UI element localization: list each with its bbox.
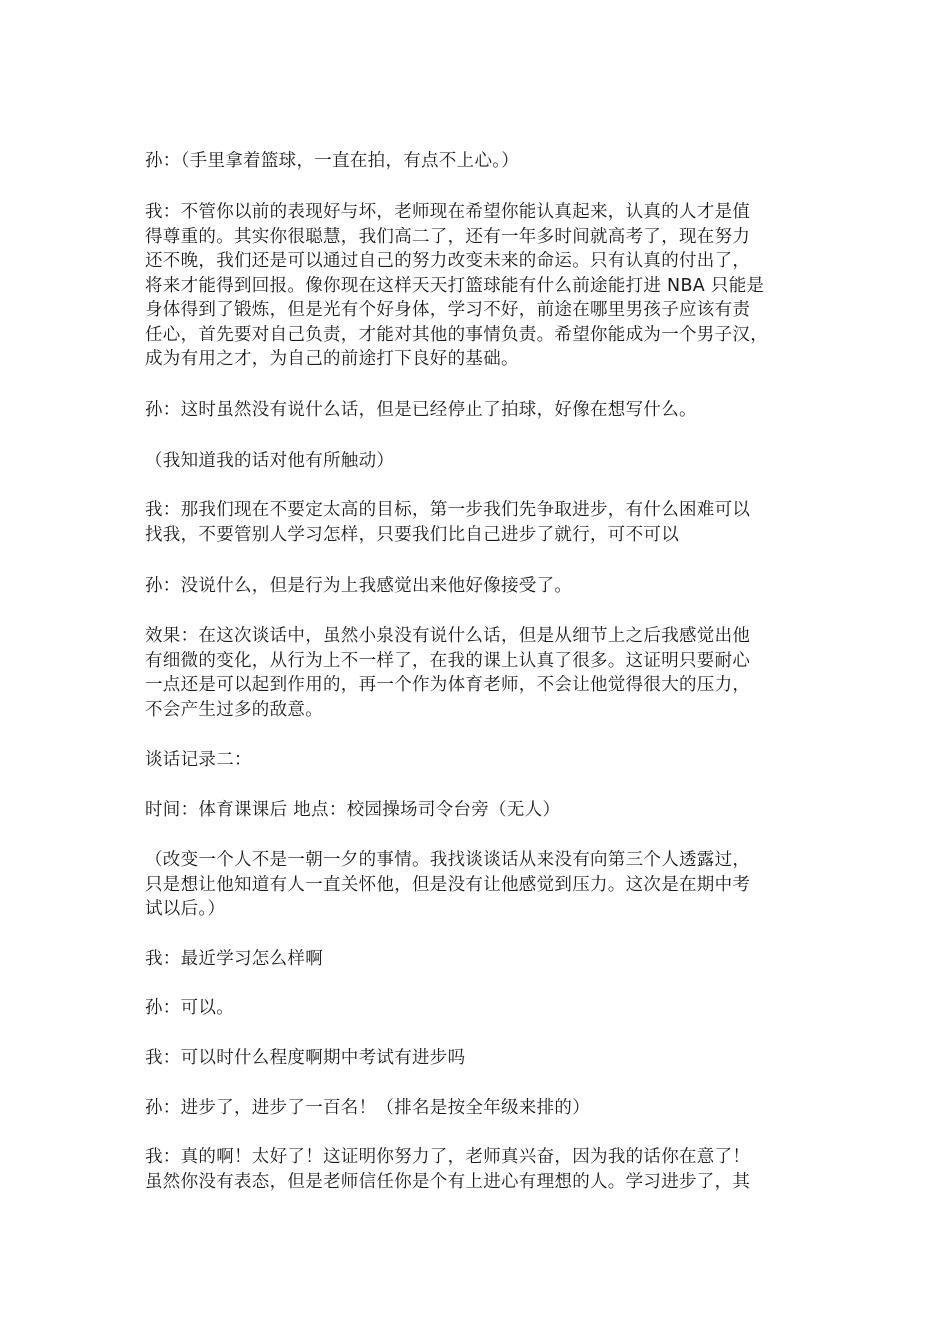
dialogue-sun-3: 孙：没说什么，但是行为上我感觉出来他好像接受了。	[145, 576, 573, 596]
dialogue-sun-4: 孙：可以。	[145, 998, 234, 1018]
dialogue-me-2: 我：那我们现在不要定太高的目标，第一步我们先争取进步，有什么困难可以 找我，不要管别人学习怎样，只要我们比自己进步了就行，可不可以	[145, 500, 751, 545]
dialogue-me-5: 我：真的啊！太好了！这证明你努力了，老师真兴奋，因为我的话你在意了！ 虽然你没有表态，但是老师信任你是个有上进心有理想的人。学习进步了，其	[145, 1147, 751, 1192]
dialogue-sun-5: 孙：进步了，进步了一百名！（排名是按全年级来排的）	[145, 1098, 590, 1118]
dialogue-me-1: 我：不管你以前的表现好与坏，老师现在希望你能认真起来，认真的人才是值 得尊重的。其实你很聪慧，我们高二了，还有一年多时间就高考了，现在努力 还不晚，我们还是可以通过自己的努力改变未来的命运。只有认真的付出了， 将来才能得到回报。像你现在这样天天打篮球能有什么前途能打进 NBA 只能是 身体得到了锻炼，但是光有个好身体，学习不好，前途在哪里男孩子应该有责 任心，首先要对自己负责，才能对其他的事情负责。希望你能成为一个男子汉， 成为有用之才，为自己的前途打下良好的基础。	[145, 202, 768, 369]
effect-paragraph: 效果：在这次谈话中，虽然小泉没有说什么话，但是从细节上之后我感觉出他 有细微的变化，从行为上不一样了，在我的课上认真了很多。这证明只要耐心 一点还是可以起到作用的，再一个作为体育老师，不会让他觉得很大的压力， 不会产生过多的敌意。	[145, 626, 751, 720]
time-location-line: 时间：体育课课后 地点：校园操场司令台旁（无人）	[145, 800, 561, 820]
narration-note-1: （我知道我的话对他有所触动）	[145, 451, 395, 471]
section-heading-record-two: 谈话记录二：	[145, 750, 252, 770]
dialogue-me-3: 我：最近学习怎么样啊	[145, 949, 323, 969]
dialogue-me-4: 我：可以时什么程度啊期中考试有进步吗	[145, 1048, 466, 1068]
dialogue-sun-2: 孙：这时虽然没有说什么话，但是已经停止了拍球，好像在想写什么。	[145, 400, 697, 420]
dialogue-sun-1: 孙：（手里拿着篮球，一直在拍，有点不上心。）	[145, 151, 520, 171]
narration-note-2: （改变一个人不是一朝一夕的事情。我找谈谈话从来没有向第三个人透露过， 只是想让他知道有人一直关怀他，但是没有让他感觉到压力。这次是在期中考 试以后。）	[145, 850, 751, 919]
